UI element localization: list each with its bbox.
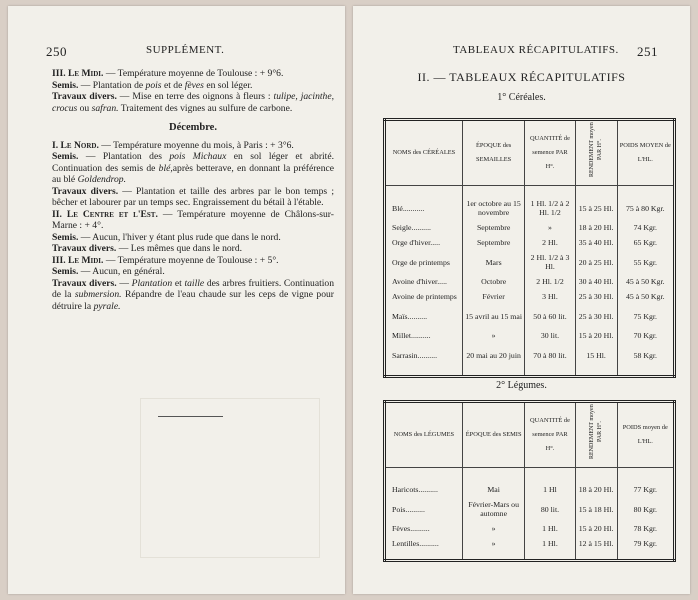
cell-quantite: 80 lit. bbox=[525, 497, 575, 521]
paragraph: Semis. — Aucun, en général. bbox=[52, 266, 165, 277]
bleed-through bbox=[140, 398, 320, 558]
cell-poids: 75 Kgr. bbox=[617, 304, 674, 328]
cell-poids: 74 Kgr. bbox=[617, 220, 674, 235]
cell-quantite: 2 Hl. bbox=[525, 235, 575, 250]
cell-rendement: 12 à 15 Hl. bbox=[575, 536, 617, 551]
cell-rendement: 15 à 20 Hl. bbox=[575, 521, 617, 536]
cell-quantite: 30 lit. bbox=[525, 328, 575, 343]
cell-epoque: Mars bbox=[462, 250, 525, 274]
paragraph: Travaux divers. — Plantation et taille des arbres par le bon temps ; bêcher et labourer par un temps sec. Engraissement du bétail à l'étable. bbox=[52, 185, 334, 208]
left-page bbox=[8, 6, 345, 594]
cell-epoque: Septembre bbox=[462, 220, 525, 235]
cell-epoque: » bbox=[462, 521, 525, 536]
cell-poids: 55 Kgr. bbox=[617, 250, 674, 274]
legumes-table bbox=[383, 400, 676, 562]
cell-name: Fèves.......... bbox=[392, 524, 430, 533]
cell-epoque: 15 avril au 15 mai bbox=[462, 304, 525, 328]
table-row bbox=[385, 235, 675, 250]
cell-quantite: 50 à 60 lit. bbox=[525, 304, 575, 328]
cell-name: Sarrasin.......... bbox=[392, 350, 438, 360]
cell-name: Haricots.......... bbox=[392, 485, 438, 494]
cell-quantite: 1 Hl. bbox=[525, 521, 575, 536]
cell-rendement: 18 à 20 Hl. bbox=[575, 482, 617, 497]
header-quantite: QUANTITÉ de semence PAR H°. bbox=[525, 402, 575, 468]
month-heading: Décembre. bbox=[169, 122, 217, 133]
header-epoque: ÉPOQUE des SEMAILLES bbox=[462, 120, 525, 186]
paragraph: II. Le Centre et l'Est. — Température moyenne de Châlons-sur-Marne : + 4°. bbox=[52, 208, 334, 231]
cell-poids: 65 Kgr. bbox=[617, 235, 674, 250]
cell-quantite: 70 à 80 lit. bbox=[525, 343, 575, 367]
cell-rendement: 30 à 40 Hl. bbox=[575, 274, 617, 289]
cell-name: Orge d'hiver..... bbox=[392, 238, 441, 247]
cell-name: Orge de printemps bbox=[392, 257, 450, 267]
table-row bbox=[385, 343, 675, 367]
cell-quantite: 1 Hl. bbox=[525, 536, 575, 551]
table-row bbox=[385, 482, 675, 497]
paragraph: Travaux divers. — Plantation et taille des arbres fruitiers. Continuation de la submersion. Répandre de l'eau chaude sur les ceps de vigne pour détruire la pyrale. bbox=[52, 277, 335, 312]
header-poids: POIDS MOYEN de L'HL. bbox=[617, 120, 674, 186]
cell-rendement: 35 à 40 Hl. bbox=[575, 235, 617, 250]
cell-poids: 77 Kgr. bbox=[617, 482, 674, 497]
header-epoque: ÉPOQUE des SEMIS bbox=[462, 402, 525, 468]
header-poids: POIDS moyen de L'HL. bbox=[617, 402, 674, 468]
paragraph: III. Le Midi. — Température moyenne de Toulouse : + 9°6. bbox=[52, 68, 284, 79]
section-title-cereales: 1° Céréales. bbox=[497, 92, 546, 103]
paragraph: Semis. — Plantation de pois et de fèves en sol léger. bbox=[52, 79, 253, 91]
cell-poids: 70 Kgr. bbox=[617, 328, 674, 343]
cell-name: Maïs.......... bbox=[392, 311, 428, 321]
table-row bbox=[385, 497, 675, 521]
header-rendement: RENDEMENT moyen PAR H°. bbox=[575, 402, 617, 468]
cell-rendement: 18 à 20 Hl. bbox=[575, 220, 617, 235]
page-number: 250 bbox=[46, 44, 67, 59]
table-row bbox=[385, 289, 675, 304]
cell-rendement: 20 à 25 Hl. bbox=[575, 250, 617, 274]
cell-name: Avoine de printemps bbox=[392, 292, 457, 301]
cell-epoque: Octobre bbox=[462, 274, 525, 289]
cell-rendement: 15 à 18 Hl. bbox=[575, 497, 617, 521]
cell-epoque: » bbox=[462, 536, 525, 551]
header-noms: NOMS des CÉRÉALES bbox=[385, 120, 463, 186]
cell-epoque: » bbox=[462, 328, 525, 343]
page-number: 251 bbox=[637, 44, 658, 59]
paragraph: Semis. — Plantation des pois Michaux en sol léger et abrité. Continuation des semis de blé,après betterave, en donnant la préférence au blé Goldendrop. bbox=[52, 151, 335, 185]
page-title: II. — TABLEAUX RÉCAPITULATIFS bbox=[417, 70, 626, 84]
right-page bbox=[353, 6, 690, 594]
running-head: TABLEAUX RÉCAPITULATIFS. bbox=[453, 44, 619, 56]
paragraph: Semis. — Aucun, l'hiver y étant plus rude que dans le nord. bbox=[52, 231, 281, 243]
cell-rendement: 15 à 25 Hl. bbox=[575, 196, 617, 220]
cell-epoque: Septembre bbox=[462, 235, 525, 250]
table-row bbox=[385, 196, 675, 220]
paragraph: III. Le Midi. — Température moyenne de Toulouse : + 5°. bbox=[52, 254, 279, 266]
cell-poids: 79 Kgr. bbox=[617, 536, 674, 551]
table-row bbox=[385, 274, 675, 289]
cell-name: Blé........... bbox=[392, 203, 425, 213]
table-row bbox=[385, 328, 675, 343]
cell-poids: 78 Kgr. bbox=[617, 521, 674, 536]
cell-quantite: » bbox=[525, 220, 575, 235]
running-head: SUPPLÉMENT. bbox=[146, 44, 225, 56]
table-row bbox=[385, 304, 675, 328]
cell-rendement: 25 à 30 Hl. bbox=[575, 289, 617, 304]
cell-name: Pois.......... bbox=[392, 504, 425, 514]
cell-name: Millet.......... bbox=[392, 331, 431, 340]
cell-rendement: 25 à 30 Hl. bbox=[575, 304, 617, 328]
cereales-table bbox=[383, 118, 676, 378]
end-rule bbox=[158, 416, 223, 417]
cell-epoque: Mai bbox=[462, 482, 525, 497]
cell-epoque: Février bbox=[462, 289, 525, 304]
cell-quantite: 2 Hl. 1/2 bbox=[525, 274, 575, 289]
cell-name: Lentilles.......... bbox=[392, 539, 439, 548]
table-row bbox=[385, 536, 675, 551]
cell-poids: 58 Kgr. bbox=[617, 343, 674, 367]
cell-quantite: 1 Hl. 1/2 à 2 Hl. 1/2 bbox=[525, 196, 575, 220]
cell-epoque: 20 mai au 20 juin bbox=[462, 343, 525, 367]
section-title-legumes: 2° Légumes. bbox=[496, 380, 547, 391]
paragraph: Travaux divers. — Mise en terre des oignons à fleurs : tulipe, jacinthe, crocus ou safran. Traitement des vignes au sulfure de carbone. bbox=[52, 91, 335, 114]
header-quantite: QUANTITÉ de semence PAR H°. bbox=[525, 120, 575, 186]
cell-quantite: 1 Hl bbox=[525, 482, 575, 497]
table-row bbox=[385, 220, 675, 235]
cell-name: Avoine d'hiver..... bbox=[392, 277, 447, 286]
cell-poids: 75 à 80 Kgr. bbox=[617, 196, 674, 220]
cell-epoque: 1er octobre au 15 novembre bbox=[462, 196, 525, 220]
cell-rendement: 15 Hl. bbox=[575, 343, 617, 367]
cell-quantite: 3 Hl. bbox=[525, 289, 575, 304]
table-row bbox=[385, 521, 675, 536]
cell-rendement: 15 à 20 Hl. bbox=[575, 328, 617, 343]
paragraph: I. Le Nord. — Température moyenne du mois, à Paris : + 3°6. bbox=[52, 139, 294, 151]
cell-name: Seigle.......... bbox=[392, 223, 431, 232]
left-text bbox=[52, 68, 334, 312]
header-rendement: RENDEMENT moyen PAR H°. bbox=[575, 120, 617, 186]
paragraph: Travaux divers. — Les mêmes que dans le nord. bbox=[52, 243, 243, 254]
header-noms: NOMS des LÉGUMES bbox=[385, 402, 463, 468]
cell-poids: 45 à 50 Kgr. bbox=[617, 289, 674, 304]
cell-epoque: Février-Mars ou automne bbox=[462, 497, 525, 521]
table-row bbox=[385, 250, 675, 274]
cell-poids: 80 Kgr. bbox=[617, 497, 674, 521]
cell-poids: 45 à 50 Kgr. bbox=[617, 274, 674, 289]
cell-quantite: 2 Hl. 1/2 à 3 Hl. bbox=[525, 250, 575, 274]
